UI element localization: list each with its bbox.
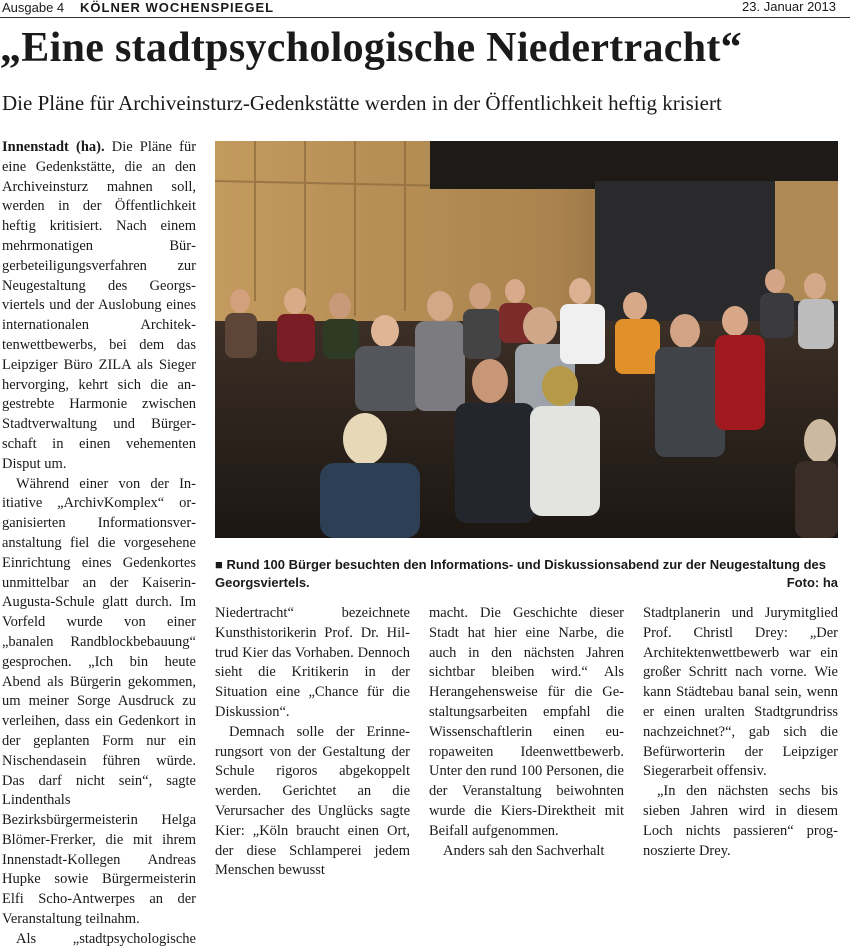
paragraph: Während einer von der Initiative „ArchivKomplex“ organisierten Informationsveranstaltung fiel die vorgesehene Einrichtung eines Gedenkortes unmittelbar an der Kaiserin-Augusta-Schule glatt durch. Im Vorfeld wurde von einer „banalen Randblockbebauung“ gesprochen. „Ich bin heute Abend als Bürgerin gekommen, um meiner Sorge Ausdruck zu verleihen, dass ein Gedenkort in der geplanten Form nur ein Nischendasein führen würde. Das darf nicht sein“, sagte Lindenthals Bezirksbürgermeisterin Helga Blömer-Frerker, die mit ihrem Innenstadt-Kollegen Andreas Hupke sowie Bürgermeisterin Elfi Scho-Antwerpes an der Veranstaltung teilnahm.: [2, 475, 196, 928]
issue-number: Ausgabe 4: [2, 0, 65, 15]
paragraph: Stadtplanerin und Jurymitglied Prof. Christl Drey: „Der Architektenwettbewerb war ein großer Schritt nach vorne. Wie kann Städtebau banal sein, wenn er einen uralten Stadtgrundriss nachzeichnet?“, gab sich die Befürworterin der Leipziger Siegerarbeit offensiv.: [643, 605, 838, 780]
photo-credit: Foto: ha: [786, 575, 838, 590]
article-column-4: [643, 604, 838, 861]
paragraph: „In den nächsten sechs bis sieben Jahren wird in diesem Loch nichts passieren“ prognoszierte Drey.: [643, 783, 838, 859]
page-header: [0, 0, 850, 18]
article-column-3: [429, 604, 624, 861]
caption-text: ■ Rund 100 Bürger besuchten den Informations- und Diskussionsabend zur der Neugestaltung des Georgsviertels.: [215, 557, 826, 590]
article-column-2: [215, 604, 410, 881]
audience-photo-icon: [215, 141, 838, 538]
header-rule: [0, 17, 850, 18]
article-column-1: [2, 138, 196, 950]
paragraph: Als „stadtpsychologische: [16, 930, 196, 947]
paragraph: Die Pläne für eine Gedenkstätte, die an den Archiveinsturz mahnen soll, werden in der Öffentlichkeit heftig kritisiert. Nach einem mehrmonatigen Bürgerbeteiligungsverfahren zur Neugestaltung des Georgsviertels und der Auslobung eines internationalen Architektenwettbewerbs, bei dem das Leipziger Büro ZILA als Sieger hervorging, kehrt sich die angestrebte Harmonie zwischen Stadtverwaltung und Bürgerschaft in einen vehementen Disput um.: [2, 139, 197, 472]
paragraph: Demnach solle der Erinnerungsort von der Gestaltung der Schule rigoros abgekoppelt werden. Gerichtet an die Verursacher des Unglücks sagte Kier: „Köln braucht einen Ort, der diese Schlamperei jedem Menschen bewusst: [215, 723, 410, 879]
audience-photo: [215, 141, 838, 538]
paragraph: Anders sah den Sachverhalt: [443, 842, 605, 859]
paragraph: Niedertracht“ bezeichnete Kunsthistorikerin Prof. Dr. Hiltrud Kier das Vorhaben. Dennoch sieht die Kritikerin in der Situation eine „Chance für die Diskussion“.: [215, 605, 410, 720]
photo-caption: [215, 556, 838, 592]
headline: „Eine stadtpsychologische Niedertracht“: [0, 25, 742, 71]
subheadline: Die Pläne für Archiveinsturz-Gedenkstätte werden in der Öffentlichkeit heftig krisiert: [2, 91, 722, 115]
newspaper-name: KÖLNER WOCHENSPIEGEL: [80, 0, 275, 15]
dateline: Innenstadt (ha).: [2, 139, 105, 155]
paragraph: macht. Die Geschichte dieser Stadt hat hier eine Narbe, die auch in den nächsten Jahren sichtbar bleiben wird.“ Als Herangehensweise für die Gestaltungsarbeiten empfahl die Wissenschaftlerin einen europaweiten Ideenwettbewerb. Unter den rund 100 Personen, die der Veranstaltung beiwohnten wurde die Kiers-Direktheit mit Beifall aufgenommen.: [429, 605, 624, 839]
issue-date: 23. Januar 2013: [742, 0, 836, 14]
